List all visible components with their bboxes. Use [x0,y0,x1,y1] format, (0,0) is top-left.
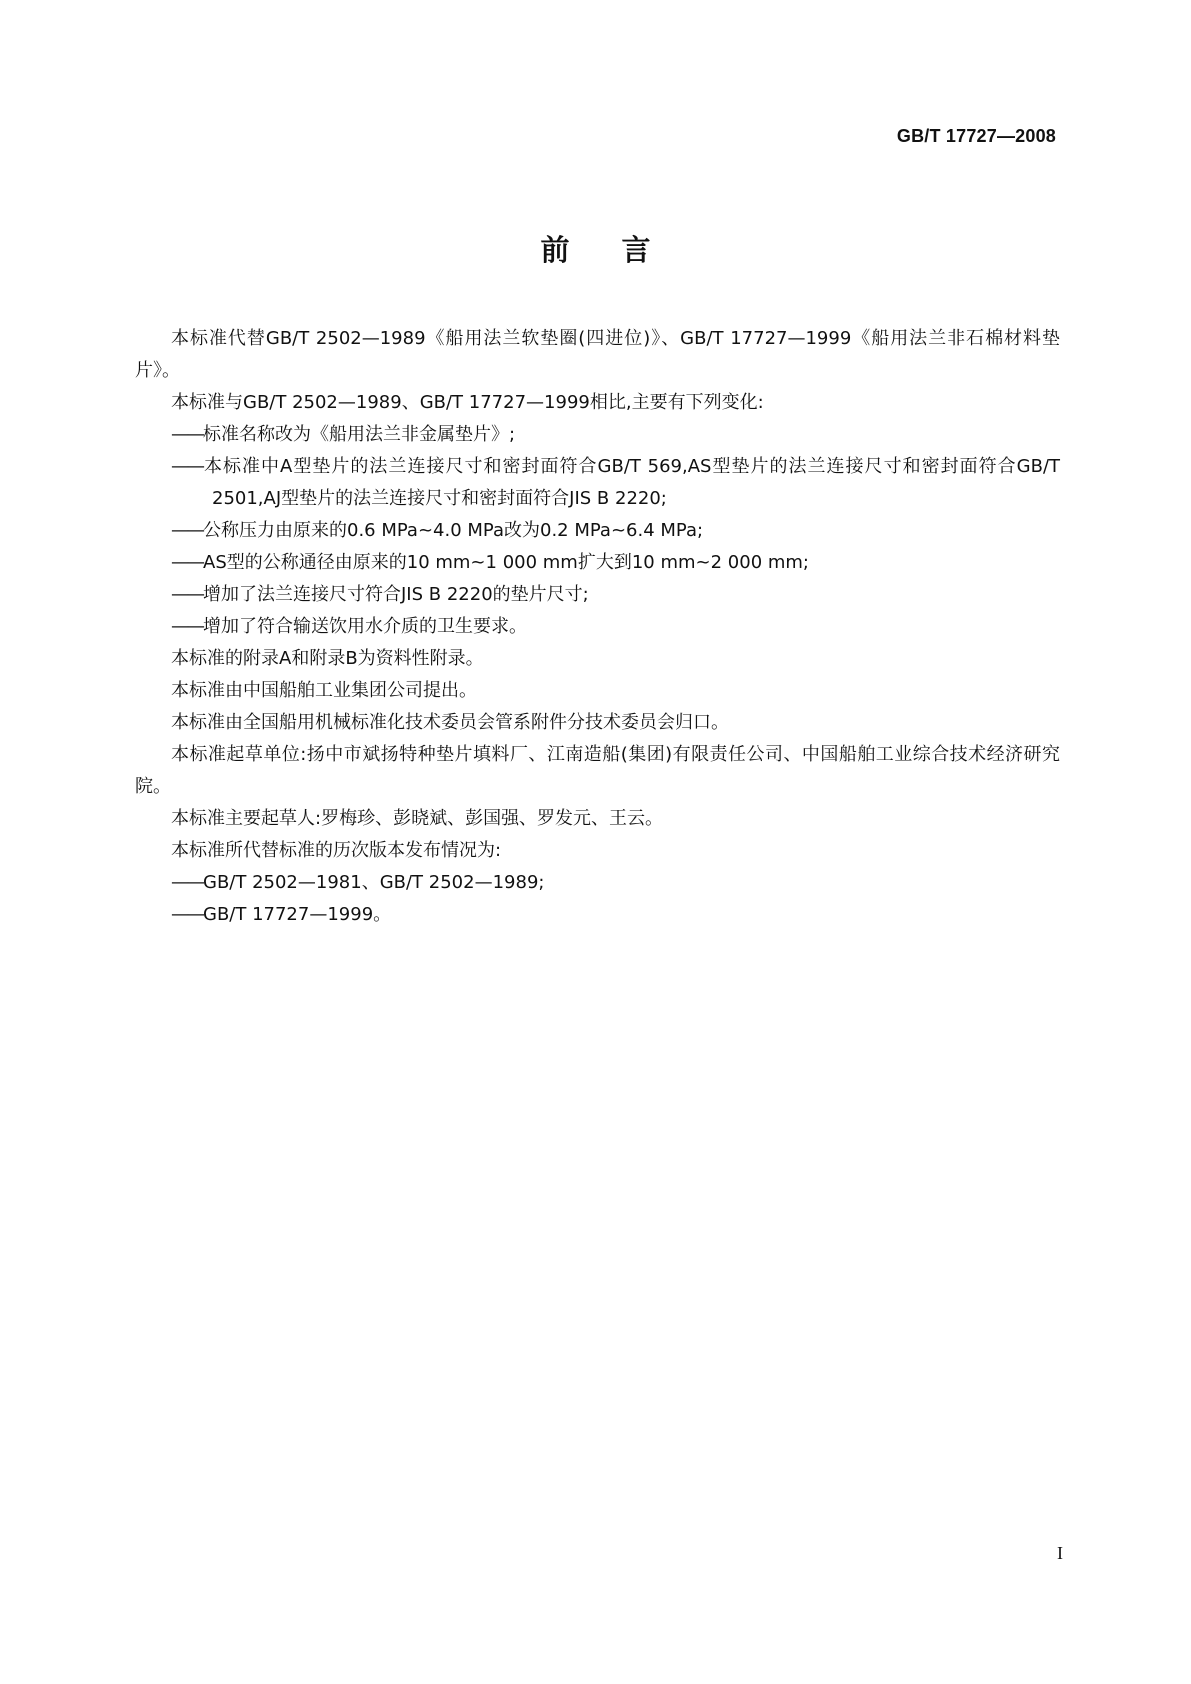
dash-marker: —— [171,616,203,637]
list-item: ——增加了法兰连接尺寸符合JIS B 2220的垫片尺寸; [171,584,589,605]
dash-marker: —— [171,552,203,573]
list-item: ——AS型的公称通径由原来的10 mm~1 000 mm扩大到10 mm~2 000 mm; [171,552,809,573]
list-item: ——公称压力由原来的0.6 MPa~4.0 MPa改为0.2 MPa~6.4 MPa; [171,520,704,541]
list-item: ——标准名称改为《船用法兰非金属垫片》; [171,424,516,445]
dash-marker: —— [171,584,203,605]
paragraph: 本标准起草单位:扬中市斌扬特种垫片填料厂、江南造船(集团)有限责任公司、中国船舶工业综合技术经济研究院。 [135,744,1060,797]
paragraph: 本标准的附录A和附录B为资料性附录。 [171,648,484,669]
dash-marker: —— [171,904,203,925]
list-item: ——本标准中A型垫片的法兰连接尺寸和密封面符合GB/T 569,AS型垫片的法兰连接尺寸和密封面符合GB/T 2501,AJ型垫片的法兰连接尺寸和密封面符合JIS B 2220; [171,456,1060,509]
paragraph: 本标准与GB/T 2502—1989、GB/T 17727—1999相比,主要有下列变化: [171,392,764,413]
dash-marker: —— [171,872,203,893]
standard-code: GB/T 17727—2008 [896,126,1056,146]
list-item: ——增加了符合输送饮用水介质的卫生要求。 [171,616,527,637]
page-number: I [1057,1543,1063,1563]
dash-marker: —— [171,424,203,445]
list-item: ——GB/T 17727—1999。 [171,904,392,925]
paragraph: 本标准所代替标准的历次版本发布情况为: [171,840,502,861]
paragraph: 本标准代替GB/T 2502—1989《船用法兰软垫圈(四进位)》、GB/T 17727—1999《船用法兰非石棉材料垫片》。 [135,328,1060,381]
foreword-body [135,323,1060,931]
dash-marker: —— [171,520,203,541]
paragraph: 本标准主要起草人:罗梅珍、彭晓斌、彭国强、罗发元、王云。 [171,808,664,829]
paragraph: 本标准由中国船舶工业集团公司提出。 [171,680,477,701]
dash-marker: —— [171,456,203,477]
page-title: 前言 [540,233,703,267]
paragraph: 本标准由全国船用机械标准化技术委员会管系附件分技术委员会归口。 [171,712,729,733]
list-item: ——GB/T 2502—1981、GB/T 2502—1989; [171,872,545,893]
